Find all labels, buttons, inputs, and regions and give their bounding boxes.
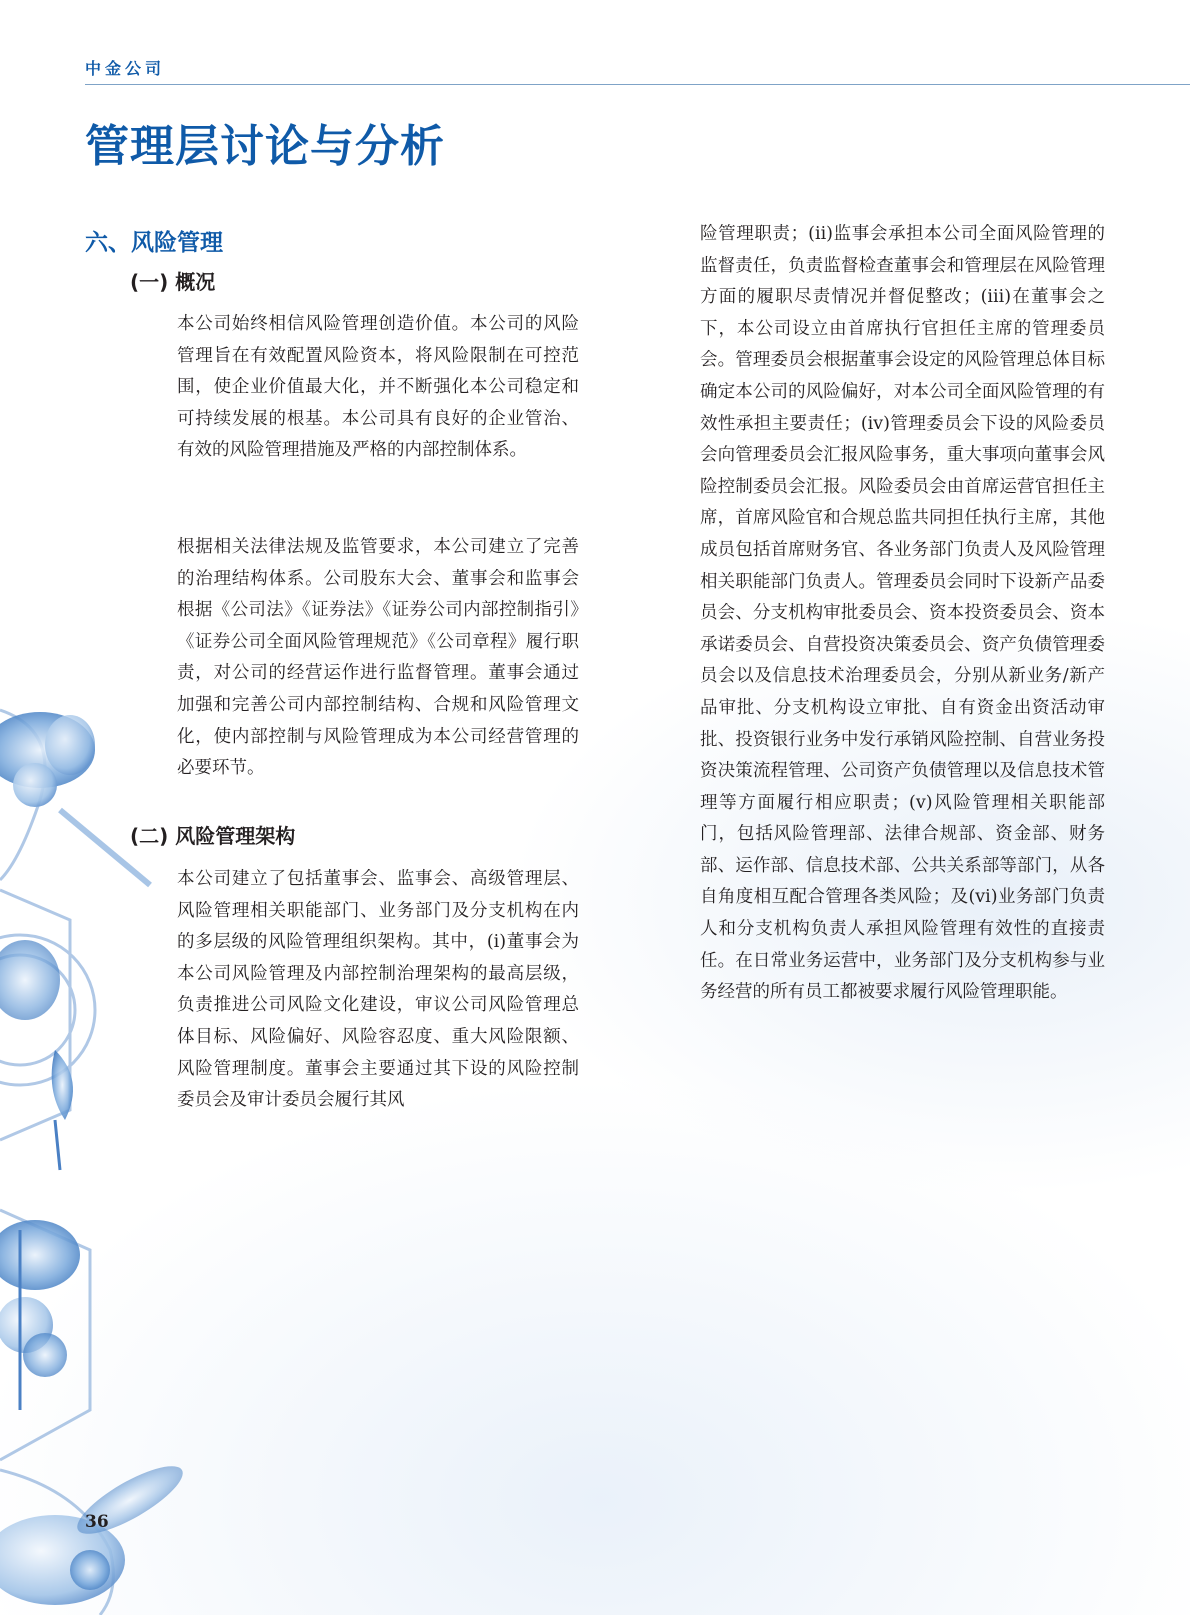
company-name: 中金公司 <box>85 59 166 78</box>
paragraph-risk-structure-1: 本公司建立了包括董事会、监事会、高级管理层、风险管理相关职能部门、业务部门及分支机构在内的多层级的风险管理组织架构。其中，(i)董事会为本公司风险管理及内部控制治理架构的最高层级，负责推进公司风险文化建设，审议公司风险管理总体目标、风险偏好、风险容忍度、重大风险限额、风险管理制度。董事会主要通过其下设的风险控制委员会及审计委员会履行其风 <box>177 869 579 1111</box>
section-title: 六、风险管理 <box>85 230 223 256</box>
paragraph-overview-1: 本公司始终相信风险管理创造价值。本公司的风险管理旨在有效配置风险资本，将风险限制在可控范围，使企业价值最大化，并不断强化本公司稳定和可持续发展的根基。本公司具有良好的企业管治、有效的风险管理措施及严格的内部控制体系。 <box>177 314 579 461</box>
subsection-title-overview: (一) 概况 <box>130 270 216 294</box>
paragraph-overview-2: 根据相关法律法规及监管要求，本公司建立了完善的治理结构体系。公司股东大会、董事会和监事会根据《公司法》《证券法》《证券公司内部控制指引》《证券公司全面风险管理规范》《公司章程》履行职责，对公司的经营运作进行监督管理。董事会通过加强和完善公司内部控制结构、合规和风险管理文化，使内部控制与风险管理成为本公司经营管理的必要环节。 <box>177 537 579 779</box>
subsection-title-risk-structure: (二) 风险管理架构 <box>130 824 296 848</box>
page-number: 36 <box>85 1512 109 1532</box>
page-title: 管理层讨论与分析 <box>85 121 445 172</box>
paragraph-risk-structure-2: 险管理职责；(ii)监事会承担本公司全面风险管理的监督责任，负责监督检查董事会和管理层在风险管理方面的履职尽责情况并督促整改；(iii)在董事会之下，本公司设立由首席执行官担任主席的管理委员会。管理委员会根据董事会设定的风险管理总体目标确定本公司的风险偏好，对本公司全面风险管理的有效性承担主要责任；(iv)管理委员会下设的风险委员会向管理委员会汇报风险事务，重大事项向董事会风险控制委员会汇报。风险委员会由首席运营官担任主席，首席风险官和合规总监共同担任执行主席，其他成员包括首席财务官、各业务部门负责人及风险管理相关职能部门负责人。管理委员会同时下设新产品委员会、分支机构审批委员会、资本投资委员会、资本承诺委员会、自营投资决策委员会、资产负债管理委员会以及信息技术治理委员会，分别从新业务/新产品审批、分支机构设立审批、自有资金出资活动审批、投资银行业务中发行承销风险控制、自营业务投资决策流程管理、公司资产负债管理以及信息技术管理等方面履行相应职责；(v)风险管理相关职能部门，包括风险管理部、法律合规部、资金部、财务部、运作部、信息技术部、公共关系部等部门，从各自角度相互配合管理各类风险；及(vi)业务部门负责人和分支机构负责人承担风险管理有效性的直接责任。在日常业务运营中，业务部门及分支机构参与业务经营的所有员工都被要求履行风险管理职能。 <box>700 224 1105 1003</box>
header-divider <box>85 84 1190 85</box>
